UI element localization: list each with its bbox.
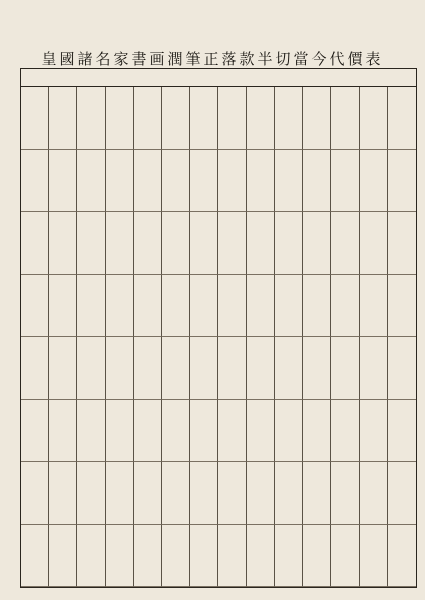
table-cell bbox=[49, 212, 77, 275]
table-cell bbox=[134, 212, 162, 275]
table-cell bbox=[49, 400, 77, 463]
table-cell bbox=[134, 400, 162, 463]
table-cell bbox=[134, 337, 162, 400]
table-cell bbox=[331, 212, 359, 275]
table-cell bbox=[49, 275, 77, 338]
table-cell bbox=[106, 275, 134, 338]
table-cell bbox=[77, 275, 105, 338]
table-cell bbox=[190, 87, 218, 150]
table-cell bbox=[331, 400, 359, 463]
table-cell bbox=[360, 87, 388, 150]
table-cell bbox=[190, 525, 218, 588]
table-cell bbox=[303, 275, 331, 338]
table-cell bbox=[134, 87, 162, 150]
table-cell bbox=[275, 212, 303, 275]
table-cell bbox=[275, 150, 303, 213]
table-cell bbox=[49, 87, 77, 150]
table-cell bbox=[77, 87, 105, 150]
table-cell bbox=[106, 525, 134, 588]
table-cell bbox=[162, 400, 190, 463]
title-row bbox=[0, 48, 425, 69]
table-cell bbox=[360, 337, 388, 400]
table-cell bbox=[106, 400, 134, 463]
table-cell bbox=[388, 275, 416, 338]
table-cell bbox=[218, 150, 246, 213]
table-cell bbox=[275, 87, 303, 150]
table-cell bbox=[218, 525, 246, 588]
price-table bbox=[20, 68, 417, 588]
table-header-band bbox=[21, 69, 416, 87]
table-cell bbox=[77, 462, 105, 525]
table-cell bbox=[134, 462, 162, 525]
table-cell bbox=[275, 525, 303, 588]
table-cell bbox=[331, 150, 359, 213]
table-cell bbox=[162, 87, 190, 150]
table-cell bbox=[388, 150, 416, 213]
table-cell bbox=[388, 87, 416, 150]
table-cell bbox=[21, 87, 49, 150]
table-cell bbox=[388, 212, 416, 275]
table-cell bbox=[275, 400, 303, 463]
table-cell bbox=[190, 400, 218, 463]
table-cell bbox=[331, 87, 359, 150]
table-cell bbox=[360, 525, 388, 588]
table-cell bbox=[247, 212, 275, 275]
table-cell bbox=[275, 275, 303, 338]
table-cell bbox=[360, 462, 388, 525]
table-cell bbox=[303, 150, 331, 213]
page-title: 皇國諸名家書画潤筆正落款半切當今代價表 bbox=[41, 50, 384, 68]
table-cell bbox=[134, 150, 162, 213]
table-cell bbox=[106, 150, 134, 213]
table-cell bbox=[331, 275, 359, 338]
table-cell bbox=[190, 275, 218, 338]
table-cell bbox=[106, 337, 134, 400]
table-cell bbox=[21, 275, 49, 338]
table-cell bbox=[162, 275, 190, 338]
table-cell bbox=[218, 462, 246, 525]
table-cell bbox=[190, 150, 218, 213]
table-cell bbox=[21, 337, 49, 400]
table-cell bbox=[331, 462, 359, 525]
table-cell bbox=[247, 462, 275, 525]
table-cell bbox=[49, 150, 77, 213]
table-cell bbox=[303, 525, 331, 588]
table-cell bbox=[218, 400, 246, 463]
table-cell bbox=[360, 400, 388, 463]
table-cell bbox=[21, 212, 49, 275]
table-cell bbox=[49, 337, 77, 400]
table-cell bbox=[388, 400, 416, 463]
table-cell bbox=[247, 337, 275, 400]
table-cell bbox=[275, 337, 303, 400]
table-cell bbox=[190, 337, 218, 400]
table-cell bbox=[77, 525, 105, 588]
table-cell bbox=[247, 400, 275, 463]
table-cell bbox=[77, 400, 105, 463]
table-cell bbox=[303, 400, 331, 463]
table-cell bbox=[190, 462, 218, 525]
table-cell bbox=[247, 525, 275, 588]
table-cell bbox=[218, 337, 246, 400]
table-cell bbox=[21, 150, 49, 213]
table-cell bbox=[360, 275, 388, 338]
table-cell bbox=[106, 212, 134, 275]
table-cell bbox=[162, 337, 190, 400]
table-cell bbox=[134, 275, 162, 338]
table-cell bbox=[303, 462, 331, 525]
table-cell bbox=[162, 462, 190, 525]
table-cell bbox=[218, 212, 246, 275]
table-cell bbox=[247, 150, 275, 213]
table-cell bbox=[360, 212, 388, 275]
table-cell bbox=[388, 337, 416, 400]
table-cell bbox=[162, 150, 190, 213]
table-cell bbox=[49, 462, 77, 525]
table-cell bbox=[247, 87, 275, 150]
table-cell bbox=[275, 462, 303, 525]
table-cell bbox=[106, 462, 134, 525]
table-cell bbox=[21, 525, 49, 588]
table-cell bbox=[218, 275, 246, 338]
table-cell bbox=[134, 525, 162, 588]
table-cell bbox=[77, 150, 105, 213]
table-cell bbox=[21, 462, 49, 525]
table-cell bbox=[360, 150, 388, 213]
table-cell bbox=[331, 525, 359, 588]
table-cell bbox=[247, 275, 275, 338]
table-cell bbox=[331, 337, 359, 400]
table-cell bbox=[49, 525, 77, 588]
table-cell bbox=[77, 212, 105, 275]
table-cell bbox=[106, 87, 134, 150]
table-cell bbox=[190, 212, 218, 275]
table-cell bbox=[77, 337, 105, 400]
table-cell bbox=[303, 212, 331, 275]
table-cell bbox=[388, 462, 416, 525]
table-cell bbox=[303, 337, 331, 400]
table-cell bbox=[303, 87, 331, 150]
table-cell bbox=[388, 525, 416, 588]
table-cell bbox=[162, 525, 190, 588]
table-cell bbox=[21, 400, 49, 463]
table-cell bbox=[218, 87, 246, 150]
table-cell bbox=[162, 212, 190, 275]
